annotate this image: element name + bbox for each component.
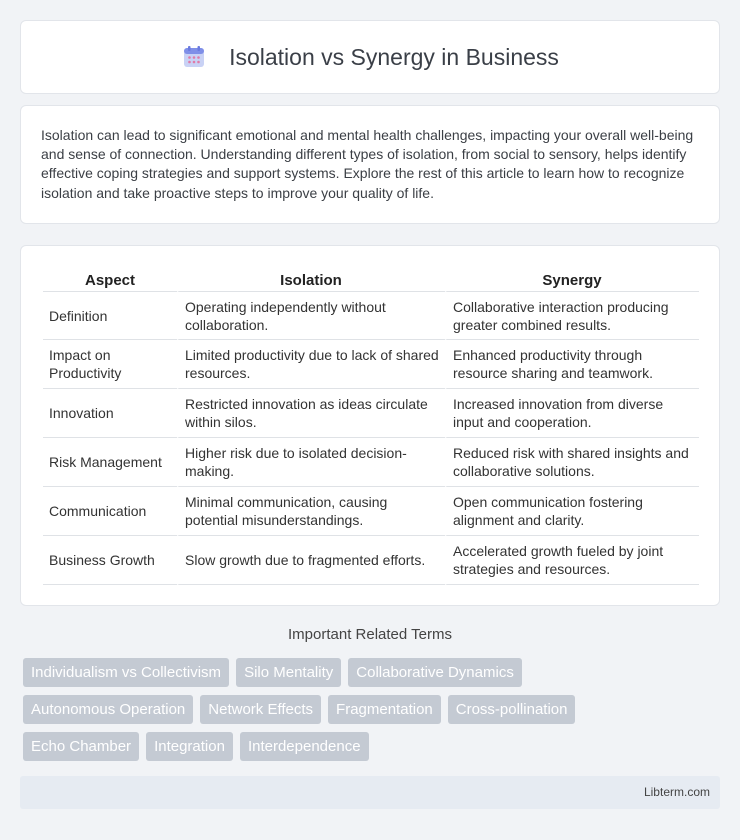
row-isolation: Limited productivity due to lack of shared resources.: [177, 340, 445, 389]
tag-silo-mentality[interactable]: Silo Mentality: [236, 658, 341, 687]
row-synergy: Increased innovation from diverse input and cooperation.: [445, 389, 699, 438]
column-header-synergy: Synergy: [542, 272, 602, 289]
intro-text: Isolation can lead to significant emotional and mental health challenges, impacting your overall well-being and sense of connection. Understanding different types of isolation, from social to sensory, helps identify effective coping strategies and support systems. Explore the rest of this article to learn how to recognize isolation and take proactive steps to improve your quality of life.: [41, 127, 694, 201]
related-terms-title: Important Related Terms: [288, 626, 452, 643]
row-aspect: Impact on Productivity: [43, 340, 177, 389]
row-aspect: Definition: [43, 291, 177, 340]
comparison-table: [43, 266, 699, 585]
tag-echo-chamber[interactable]: Echo Chamber: [23, 732, 139, 761]
row-isolation: Restricted innovation as ideas circulate within silos.: [177, 389, 445, 438]
table-row: [43, 389, 699, 438]
tag-fragmentation[interactable]: Fragmentation: [328, 695, 441, 724]
related-terms-list: [23, 658, 723, 769]
row-isolation: Slow growth due to fragmented efforts.: [177, 536, 445, 585]
row-aspect: Business Growth: [43, 536, 177, 585]
tag-row: [23, 695, 723, 724]
row-isolation: Operating independently without collaboration.: [177, 291, 445, 340]
tag-autonomous-operation[interactable]: Autonomous Operation: [23, 695, 193, 724]
table-row: [43, 340, 699, 389]
row-synergy: Enhanced productivity through resource sharing and teamwork.: [445, 340, 699, 389]
row-synergy: Open communication fostering alignment and clarity.: [445, 487, 699, 536]
column-header-isolation: Isolation: [280, 272, 342, 289]
footer: [20, 776, 720, 809]
intro-card: [20, 105, 720, 224]
tag-integration[interactable]: Integration: [146, 732, 233, 761]
comparison-table-card: [20, 245, 720, 606]
page-title: Isolation vs Synergy in Business: [229, 43, 559, 70]
tag-interdependence[interactable]: Interdependence: [240, 732, 369, 761]
tag-cross-pollination[interactable]: Cross-pollination: [448, 695, 576, 724]
tag-row: [23, 658, 723, 687]
row-isolation: Minimal communication, causing potential misunderstandings.: [177, 487, 445, 536]
footer-site-link[interactable]: Libterm.com: [643, 785, 710, 799]
column-header-aspect: Aspect: [84, 272, 136, 289]
tag-collaborative-dynamics[interactable]: Collaborative Dynamics: [348, 658, 522, 687]
tag-row: [23, 732, 723, 761]
table-row: [43, 487, 699, 536]
table-header-row: [43, 266, 699, 291]
row-synergy: Accelerated growth fueled by joint strategies and resources.: [445, 536, 699, 585]
tag-network-effects[interactable]: Network Effects: [200, 695, 321, 724]
calendar-icon: [181, 44, 207, 70]
row-isolation: Higher risk due to isolated decision-making.: [177, 438, 445, 487]
row-synergy: Reduced risk with shared insights and collaborative solutions.: [445, 438, 699, 487]
row-aspect: Innovation: [43, 389, 177, 438]
title-wrap: [181, 44, 559, 71]
table-row: [43, 438, 699, 487]
row-aspect: Risk Management: [43, 438, 177, 487]
tag-individualism-vs-collectivism[interactable]: Individualism vs Collectivism: [23, 658, 229, 687]
row-synergy: Collaborative interaction producing greater combined results.: [445, 291, 699, 340]
table-row: [43, 291, 699, 340]
row-aspect: Communication: [43, 487, 177, 536]
table-row: [43, 536, 699, 585]
header-card: [20, 20, 720, 94]
